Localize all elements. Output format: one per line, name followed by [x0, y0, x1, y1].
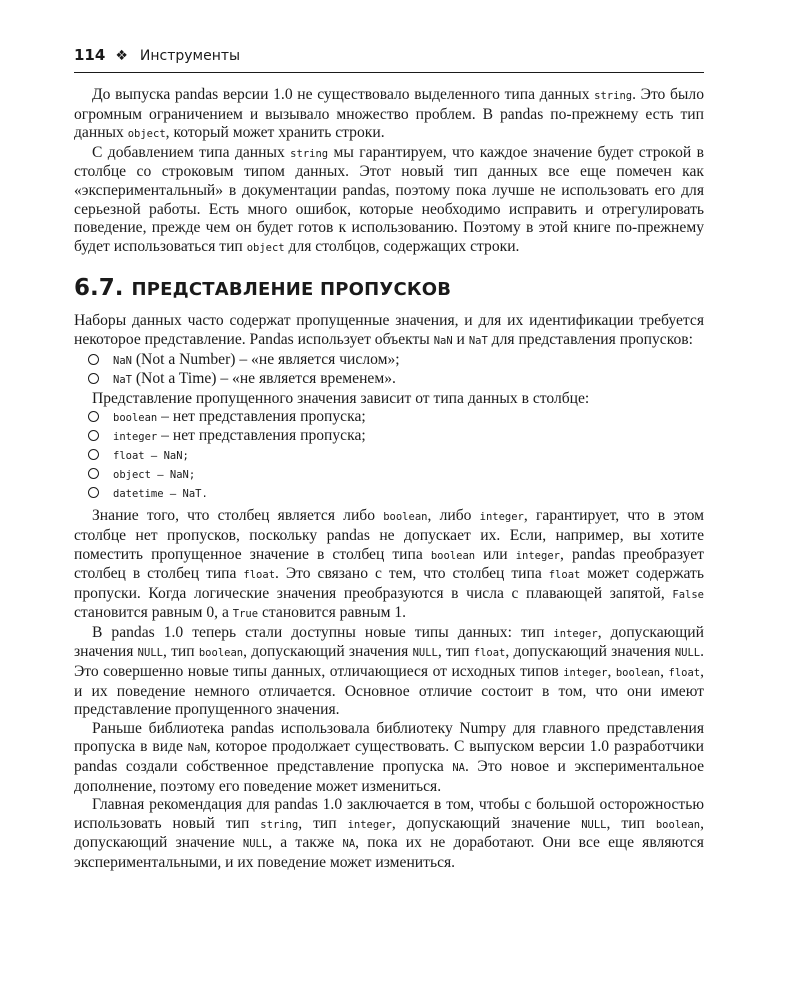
section-number: 6.7. — [74, 275, 124, 302]
inline-code: string — [594, 90, 633, 102]
paragraph: Представление пропущенного значения зависит от типа данных в столбце: — [92, 389, 590, 407]
circle-bullet-icon — [88, 373, 99, 384]
inline-code: object — [127, 128, 166, 141]
paragraph: До выпуска pandas версии 1.0 не существовало выделенного типа данных string. Это было огромным ограничением и вызывало множество проблем. В pandas по-прежнему есть тип данных object, который может хранить строки. — [74, 86, 704, 142]
paragraph: Главная рекомендация для pandas 1.0 заключается в том, чтобы с большой осторожностью использовать новый тип string, тип integer, допускающий значение NULL, тип boolean, допускающий значение NULL, а также NA, пока их не доработают. Они все еще являются экспериментальными, и их поведение может измениться. — [74, 796, 705, 871]
bullet-list — [74, 351, 704, 390]
inline-code: string — [290, 147, 329, 160]
inline-code: NaN — [433, 334, 453, 347]
paragraph: С добавлением типа данных string мы гарантируем, что каждое значение будет строкой в столбце со строковым типом данных. Этот новый тип данных все еще помечен как «экспериментальный» в документации pandas, поэтому пока лучше не использовать его для серьезной работы. Есть много ошибок, которые необходимо исправить и отрегулировать поведение, прежде чем он будет готов к использованию. Поэтому в этой книге по-прежнему будет использоваться тип object для столбцов, содержащих строки. — [74, 143, 704, 255]
circle-bullet-icon — [88, 487, 99, 498]
bullet-list — [74, 408, 704, 503]
section-heading — [74, 275, 704, 303]
list-item: object – NaN; — [88, 465, 704, 484]
circle-bullet-icon — [88, 468, 99, 479]
circle-bullet-icon — [88, 411, 99, 422]
list-item: boolean – нет представления пропуска; — [88, 408, 704, 427]
circle-bullet-icon — [88, 430, 99, 441]
inline-code: NaT — [468, 334, 488, 347]
list-item: NaN (Not a Number) – «не является числом»; — [88, 351, 704, 371]
list-item: integer – нет представления пропуска; — [88, 427, 704, 446]
list-item: float – NaN; — [88, 446, 704, 465]
ornament-icon: ❖ — [115, 48, 128, 64]
paragraph: Раньше библиотека pandas использовала библиотеку Numpy для главного представления пропуска в виде NaN, которое продолжает существовать. С выпуском версии 1.0 разработчики pandas создали собственное представление пропуска NA. Это новое и экспериментальное дополнение, поэтому его поведение может измениться. — [74, 719, 705, 795]
section-title: ПРЕДСТАВЛЕНИЕ ПРОПУСКОВ — [131, 279, 452, 301]
list-item: datetime – NaT. — [88, 484, 704, 503]
list-item: NaT (Not a Time) – «не является временем». — [88, 370, 704, 390]
page-number: 114 — [74, 46, 106, 64]
paragraph: В pandas 1.0 теперь стали доступны новые типы данных: тип integer, допускающий значения NULL, тип boolean, допускающий значения NULL, тип float, допускающий значения NULL. Это совершенно новые типы данных, отличающиеся от исходных типов integer, boolean, float, и их поведение немного отличается. Основное отличие состоит в том, что они имеют представление пропущенного значения. — [74, 623, 705, 719]
running-title: Инструменты — [139, 48, 241, 64]
paragraph: Знание того, что столбец является либо boolean, либо integer, гарантирует, что в этом столбце нет пропусков, поскольку pandas не допускает их. Если, например, вы хотите поместить пропущенное значение в столбец типа boolean или integer, pandas преобразует столбец в столбец типа float. Это связано с тем, что столбец типа float может содержать пропуски. Когда логические значения преобразуются в числа с плавающей запятой, False становится равным 0, а True становится равным 1. — [74, 507, 704, 622]
running-header — [74, 46, 704, 73]
inline-code: object — [246, 241, 285, 254]
circle-bullet-icon — [88, 449, 99, 460]
circle-bullet-icon — [88, 354, 99, 365]
paragraph: Наборы данных часто содержат пропущенные значения, и для их идентификации требуется некоторое представление. Pandas использует объекты NaN и NaT для представления пропусков: — [74, 312, 704, 348]
